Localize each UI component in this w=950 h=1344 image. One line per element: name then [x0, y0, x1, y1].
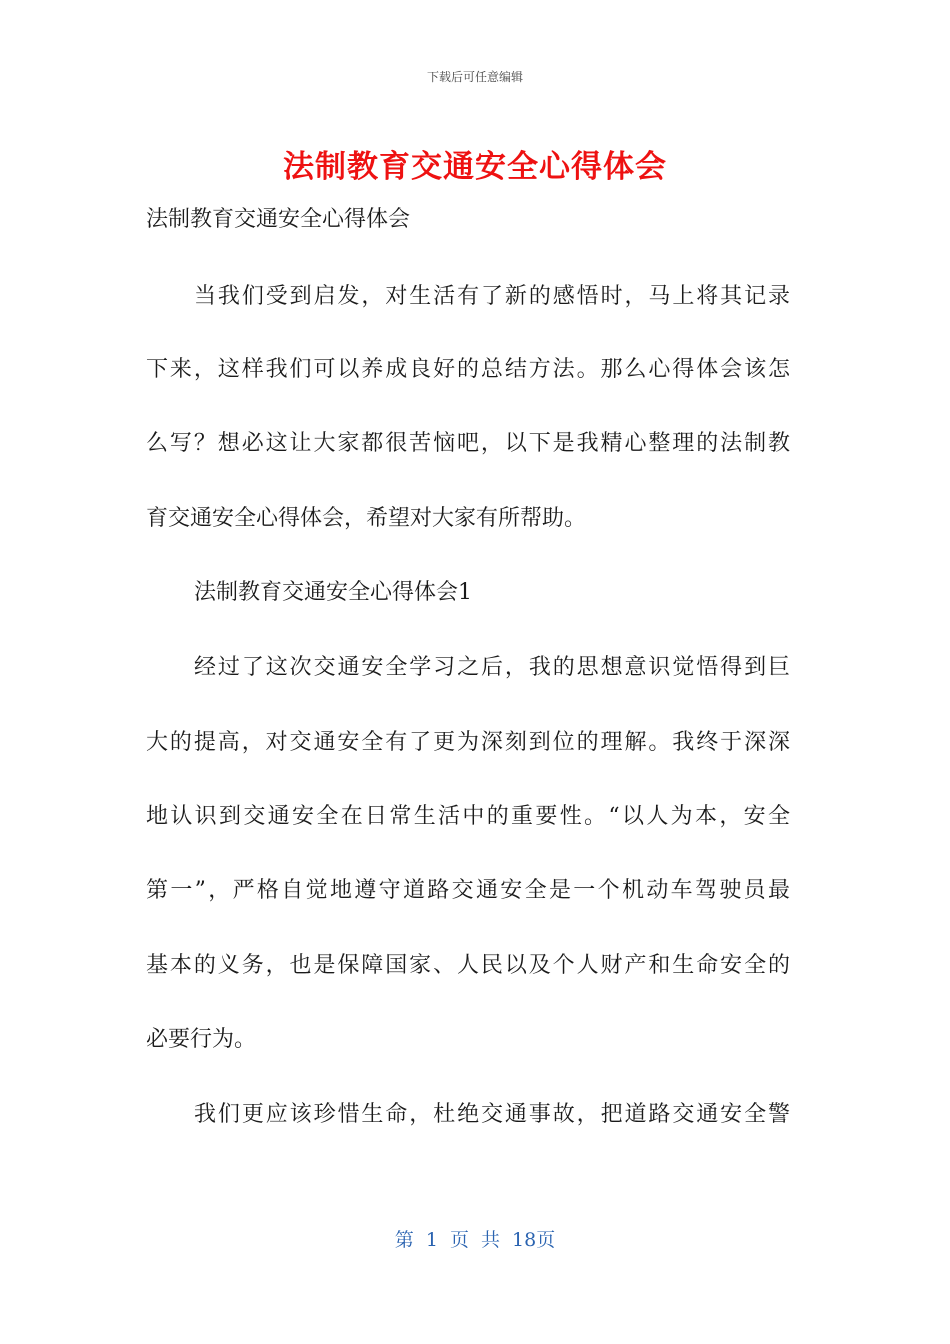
intro-line-3: 么写？想必这让大家都很苦恼吧，以下是我精心整理的法制教: [146, 431, 790, 456]
paragraph2-line-1: 我们更应该珍惜生命，杜绝交通事故，把道路交通安全警: [194, 1102, 790, 1127]
paragraph1-line-5: 基本的义务，也是保障国家、人民以及个人财产和生命安全的: [146, 953, 790, 978]
paragraph1-line-3: 地认识到交通安全在日常生活中的重要性。“以人为本，安全: [146, 804, 790, 829]
intro-line-1: 当我们受到启发，对生活有了新的感悟时，马上将其记录: [194, 284, 790, 309]
paragraph1-line-6: 必要行为。: [146, 1027, 257, 1052]
header-note: 下载后可任意编辑: [426, 70, 523, 84]
section-heading: 法制教育交通安全心得体会1: [194, 580, 472, 605]
intro-line-4: 育交通安全心得体会，希望对大家有所帮助。: [146, 506, 587, 531]
paragraph1-line-1: 经过了这次交通安全学习之后，我的思想意识觉悟得到巨: [194, 655, 790, 680]
page-number-footer: 第 1 页 共 18页: [394, 1229, 556, 1251]
paragraph1-line-2: 大的提高，对交通安全有了更为深刻到位的理解。我终于深深: [146, 730, 790, 755]
intro-line-2: 下来，这样我们可以养成良好的总结方法。那么心得体会该怎: [146, 357, 790, 382]
document-title: 法制教育交通安全心得体会: [283, 149, 667, 185]
paragraph1-line-4: 第一”，严格自觉地遵守道路交通安全是一个机动车驾驶员最: [146, 878, 790, 903]
subtitle: 法制教育交通安全心得体会: [146, 207, 411, 232]
